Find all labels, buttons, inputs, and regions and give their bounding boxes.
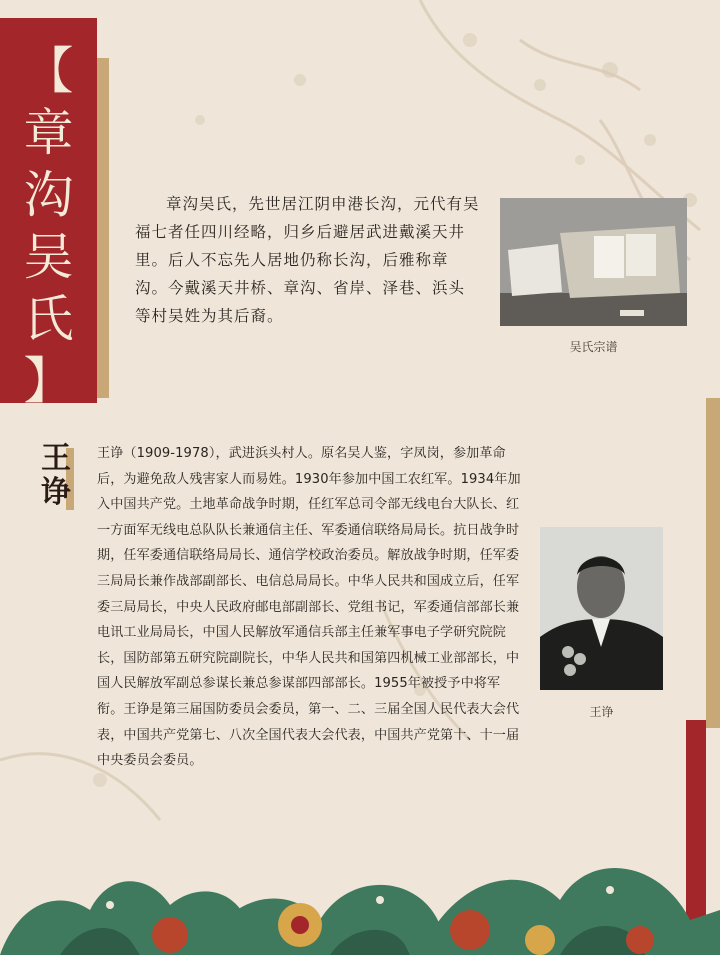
title-char: 氏 [23, 290, 74, 348]
title-band-accent [97, 58, 109, 398]
genealogy-photo-caption: 吴氏宗谱 [569, 340, 618, 354]
title-char: 章 [23, 104, 74, 162]
title-char: 】 [23, 352, 74, 410]
title-char: 【 [23, 42, 74, 100]
person-biography: 王诤（1909-1978），武进浜头村人。原名吴人鉴，字凤岗，参加革命后，为避免敌人残害家人而易姓。1930年参加中国工农红军。1934年加入中国共产党。土地革命战争时期，任红军总司令部无线电台大队长、红一方面军无线电总队队长兼通信主任、军委通信联络局局长。抗日战争时期，任军委通信联络局局长、通信学校政治委员。解放战争时期，任军委三局局长兼作战部副部长、电信总局局长。中华人民共和国成立后，任军委三局局长，中央人民政府邮电部副部长、党组书记，军委通信部部长兼电讯工业局局长，中国人民解放军通信兵部主任兼军事电子学研究院院长，国防部第五研究院副院长，中华人民共和国第四机械工业部部长，中国人民解放军副总参谋长兼总参谋部四部部长。1955年被授予中将军衔。王诤是第三届国防委员会委员，第一、二、三届全国人民代表大会代表，中国共产党第七、八次全国代表大会代表，中国共产党第十、十一届中央委员会委员。 [97, 446, 521, 769]
name-char: 王 [41, 441, 71, 476]
right-accent-strip [706, 398, 720, 728]
genealogy-book-photo [500, 198, 687, 326]
portrait-caption: 王诤 [589, 705, 614, 719]
page-title [0, 40, 97, 410]
person-name-heading [38, 442, 74, 510]
title-char: 吴 [23, 228, 74, 286]
portrait-photo [540, 527, 663, 690]
floral-border-decoration [0, 830, 720, 955]
intro-paragraph: 章沟吴氏，先世居江阴申港长沟，元代有吴福七者任四川经略，归乡后避居武进戴溪天井里。后人不忘先人居地仍称长沟，后雅称章沟。今戴溪天井桥、章沟、省岸、泽巷、浜头等村吴姓为其后裔。 [135, 195, 480, 325]
name-char: 诤 [41, 475, 71, 510]
title-char: 沟 [23, 166, 74, 224]
